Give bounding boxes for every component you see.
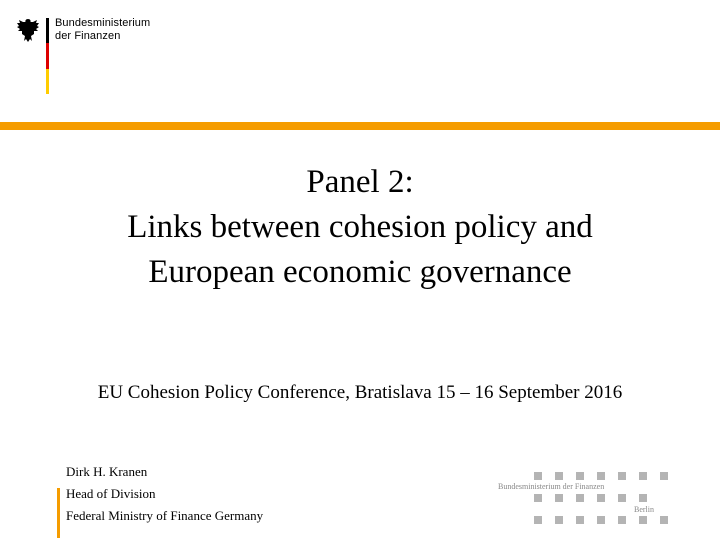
- presenter-organization: Federal Ministry of Finance Germany: [66, 508, 264, 523]
- presenter-position: Head of Division: [66, 486, 156, 501]
- header-divider-bar: [0, 122, 720, 130]
- german-flag-stripe: [46, 18, 49, 94]
- conference-subtitle: EU Cohesion Policy Conference, Bratislava 15 – 16 September 2016: [97, 382, 623, 403]
- presenter-info: [66, 461, 263, 527]
- title-line-1: Panel 2:: [306, 164, 414, 200]
- footer-squares-top: [534, 472, 668, 480]
- ministry-name-line2: der Finanzen: [55, 30, 121, 42]
- footer-squares-middle: [534, 494, 647, 502]
- slide-title: [0, 160, 720, 295]
- ministry-name-line1: Bundesministerium: [55, 17, 151, 29]
- title-line-2: Links between cohesion policy and: [127, 209, 593, 245]
- ministry-name: [55, 17, 150, 43]
- presenter-accent-bar: [57, 488, 60, 538]
- title-line-3: European economic governance: [148, 254, 572, 290]
- footer-city: Berlin: [634, 505, 654, 514]
- footer-ministry-name: Bundesministerium der Finanzen: [498, 482, 605, 491]
- ministry-logo: [14, 16, 164, 86]
- federal-eagle-icon: [14, 16, 42, 44]
- presenter-name: Dirk H. Kranen: [66, 464, 148, 479]
- footer-squares-bottom: [534, 516, 668, 524]
- footer-ministry-logo: [498, 472, 670, 528]
